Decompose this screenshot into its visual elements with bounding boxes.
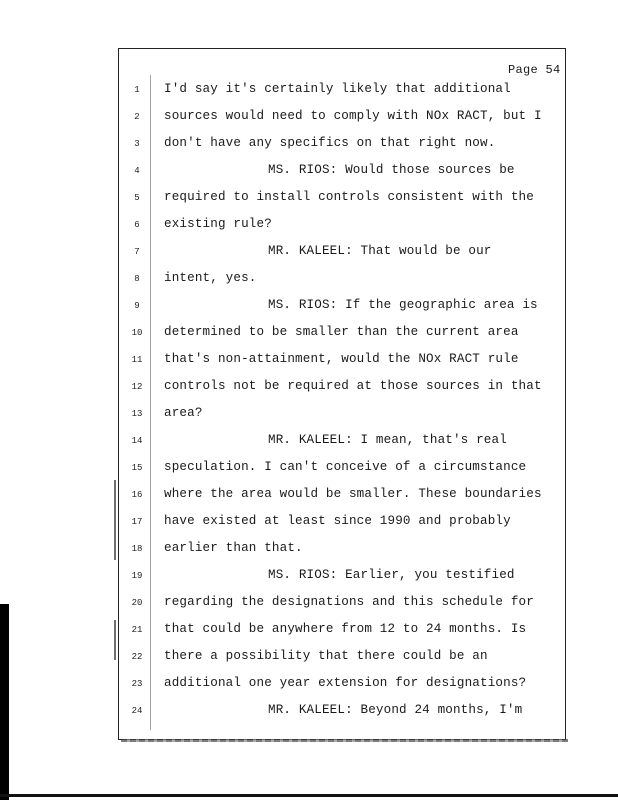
transcript-line xyxy=(118,676,564,696)
line-number: 13 xyxy=(131,409,143,419)
transcript-line xyxy=(118,433,564,453)
line-number: 3 xyxy=(134,139,140,149)
margin-mark xyxy=(114,620,116,660)
transcript-line xyxy=(118,136,564,156)
line-number: 14 xyxy=(131,436,143,446)
line-number: 2 xyxy=(134,112,140,122)
line-number: 21 xyxy=(131,625,143,635)
transcript-line xyxy=(118,325,564,345)
line-text: additional one year extension for designations? xyxy=(164,676,527,690)
line-text: MR. KALEEL: That would be our xyxy=(268,244,492,258)
transcript-line xyxy=(118,487,564,507)
line-text: MR. KALEEL: Beyond 24 months, I'm xyxy=(268,703,523,717)
line-number: 16 xyxy=(131,490,143,500)
transcript-line xyxy=(118,595,564,615)
line-number: 4 xyxy=(134,166,140,176)
transcript-line xyxy=(118,622,564,642)
scan-edge-left xyxy=(0,604,9,800)
transcript-line xyxy=(118,190,564,210)
line-number: 15 xyxy=(131,463,143,473)
line-text: earlier than that. xyxy=(164,541,303,555)
transcript-line xyxy=(118,649,564,669)
transcript-line xyxy=(118,109,564,129)
line-number: 20 xyxy=(131,598,143,608)
line-number: 19 xyxy=(131,571,143,581)
transcript-line xyxy=(118,541,564,561)
transcript-line xyxy=(118,703,564,723)
line-text: determined to be smaller than the current area xyxy=(164,325,519,339)
frame-bottom-edge xyxy=(121,739,568,742)
line-text: existing rule? xyxy=(164,217,272,231)
line-number: 11 xyxy=(131,355,143,365)
line-number: 5 xyxy=(134,193,140,203)
line-text: sources would need to comply with NOx RACT, but I xyxy=(164,109,542,123)
line-number: 8 xyxy=(134,274,140,284)
transcript-line xyxy=(118,82,564,102)
line-text: where the area would be smaller. These boundaries xyxy=(164,487,542,501)
line-text: regarding the designations and this schedule for xyxy=(164,595,534,609)
line-text: MS. RIOS: If the geographic area is xyxy=(268,298,538,312)
line-text: I'd say it's certainly likely that additional xyxy=(164,82,511,96)
line-text: that's non-attainment, would the NOx RACT rule xyxy=(164,352,519,366)
line-text: that could be anywhere from 12 to 24 months. Is xyxy=(164,622,527,636)
line-text: required to install controls consistent with the xyxy=(164,190,534,204)
line-text: intent, yes. xyxy=(164,271,257,285)
line-text: speculation. I can't conceive of a circumstance xyxy=(164,460,527,474)
line-text: have existed at least since 1990 and probably xyxy=(164,514,511,528)
transcript-line xyxy=(118,244,564,264)
line-text: area? xyxy=(164,406,203,420)
transcript-line xyxy=(118,163,564,183)
scan-edge-bottom xyxy=(0,794,618,797)
transcript-line xyxy=(118,379,564,399)
line-number: 23 xyxy=(131,679,143,689)
line-number: 12 xyxy=(131,382,143,392)
line-text: MR. KALEEL: I mean, that's real xyxy=(268,433,507,447)
line-number: 18 xyxy=(131,544,143,554)
transcript-line xyxy=(118,271,564,291)
line-text: there a possibility that there could be an xyxy=(164,649,488,663)
line-number: 17 xyxy=(131,517,143,527)
line-text: MS. RIOS: Earlier, you testified xyxy=(268,568,515,582)
line-number: 7 xyxy=(134,247,140,257)
transcript-line xyxy=(118,460,564,480)
line-text: don't have any specifics on that right now. xyxy=(164,136,496,150)
line-text: MS. RIOS: Would those sources be xyxy=(268,163,515,177)
margin-mark xyxy=(114,480,116,560)
line-number: 10 xyxy=(131,328,143,338)
transcript-line xyxy=(118,514,564,534)
line-number: 22 xyxy=(131,652,143,662)
line-number: 24 xyxy=(131,706,143,716)
line-number: 9 xyxy=(134,301,140,311)
transcript-line xyxy=(118,217,564,237)
transcript-line xyxy=(118,352,564,372)
line-number: 6 xyxy=(134,220,140,230)
line-text: controls not be required at those sources in that xyxy=(164,379,542,393)
transcript-line xyxy=(118,298,564,318)
transcript-line xyxy=(118,568,564,588)
line-number: 1 xyxy=(134,85,140,95)
page-number: Page 54 xyxy=(508,63,561,77)
transcript-line xyxy=(118,406,564,426)
